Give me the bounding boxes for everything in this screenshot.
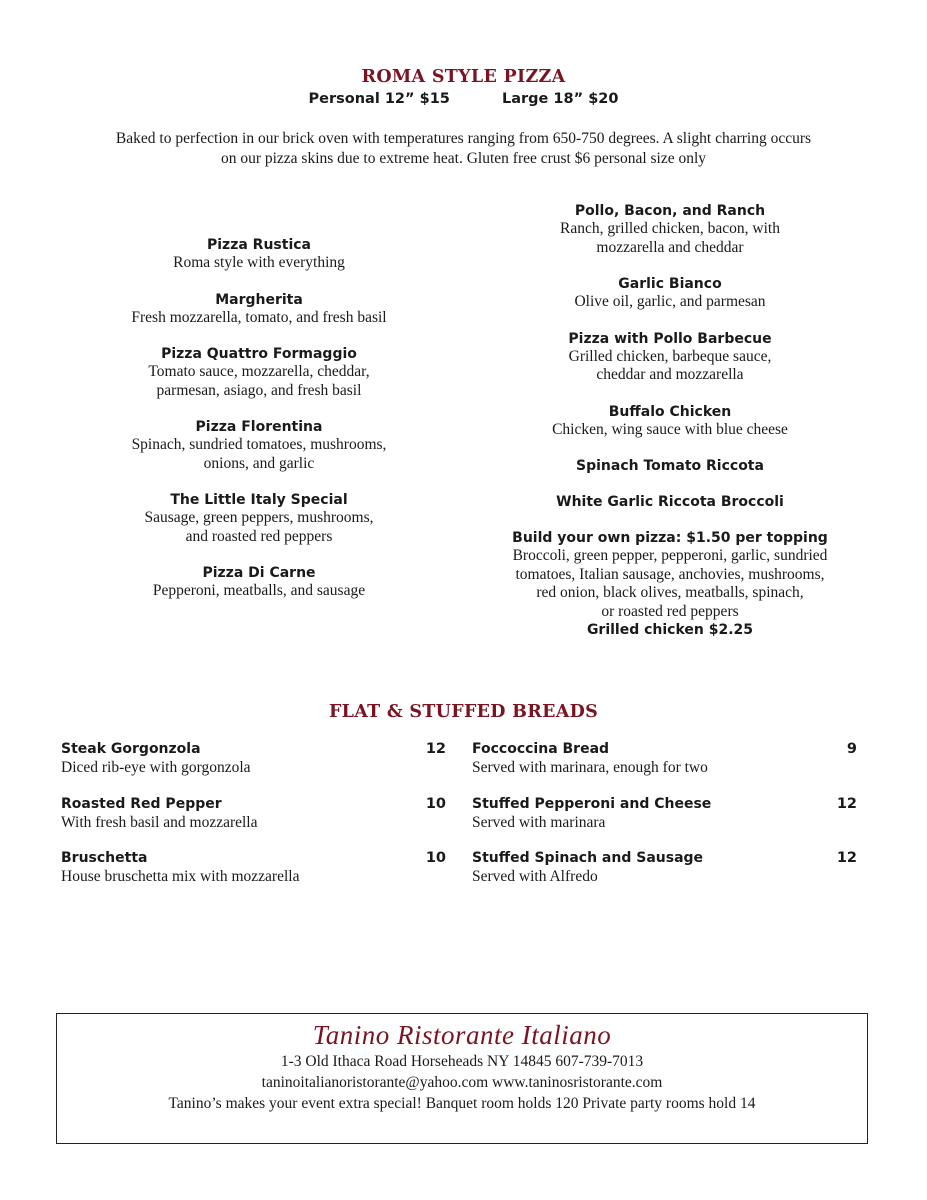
menu-item — [80, 491, 438, 546]
menu-item — [470, 457, 870, 475]
bread-name: Stuffed Pepperoni and Cheese — [472, 796, 712, 812]
bread-price: 10 — [425, 796, 446, 812]
menu-item — [470, 403, 870, 440]
event-note: Tanino’s makes your event extra special! Banquet room holds 120 Private party rooms hold 14 — [168, 1095, 756, 1112]
pizza-section-title: ROMA STYLE PIZZA — [361, 67, 566, 87]
bread-name: Stuffed Spinach and Sausage — [472, 850, 704, 866]
menu-item — [80, 418, 438, 473]
large-size-price: Large 18” $20 — [502, 91, 619, 107]
bread-desc: Served with Alfredo — [472, 868, 598, 885]
topping-line: Broccoli, green pepper, pepperoni, garlic, sundried — [512, 547, 828, 564]
item-name: White Garlic Riccota Broccoli — [556, 494, 784, 510]
breads-section-title: FLAT & STUFFED BREADS — [328, 702, 599, 722]
bread-item — [472, 740, 857, 777]
menu-item — [470, 330, 870, 385]
bread-price: 9 — [846, 741, 857, 757]
item-desc: Ranch, grilled chicken, bacon, with — [560, 220, 780, 237]
item-name: Garlic Bianco — [618, 276, 722, 292]
item-desc: cheddar and mozzarella — [596, 366, 744, 383]
restaurant-contact: taninoitalianoristorante@yahoo.com www.taninosristorante.com — [261, 1074, 663, 1091]
menu-item — [470, 275, 870, 312]
intro-line: on our pizza skins due to extreme heat. Gluten free crust $6 personal size only — [220, 150, 707, 167]
item-name: Pizza Quattro Formaggio — [161, 346, 357, 362]
build-your-own — [470, 529, 870, 639]
build-extra: Grilled chicken $2.25 — [586, 622, 754, 638]
item-desc: Fresh mozzarella, tomato, and fresh basil — [131, 308, 387, 326]
personal-size-price: Personal 12” $15 — [308, 91, 450, 107]
topping-line: red onion, black olives, meatballs, spinach, — [536, 584, 804, 601]
pizza-intro — [20, 129, 907, 169]
item-name: Pollo, Bacon, and Ranch — [574, 203, 766, 219]
item-desc: Grilled chicken, barbeque sauce, — [568, 347, 772, 365]
bread-item — [472, 795, 857, 832]
menu-item — [470, 202, 870, 257]
restaurant-info-box — [56, 1013, 868, 1144]
item-desc: Olive oil, garlic, and parmesan — [574, 293, 766, 310]
bread-name: Foccoccina Bread — [472, 741, 610, 757]
item-name: Margherita — [215, 291, 303, 308]
bread-name: Steak Gorgonzola — [61, 741, 201, 757]
menu-item — [80, 345, 438, 400]
item-desc: parmesan, asiago, and fresh basil — [156, 381, 362, 399]
bread-price: 10 — [425, 850, 446, 866]
build-title: Build your own pizza: $1.50 per topping — [512, 530, 828, 546]
bread-item — [61, 795, 446, 832]
pizza-sizes — [0, 91, 927, 107]
bread-desc: Diced rib-eye with gorgonzola — [61, 759, 251, 776]
item-name: Pizza with Pollo Barbecue — [568, 330, 772, 347]
item-desc: Spinach, sundried tomatoes, mushrooms, — [131, 436, 387, 453]
item-desc: mozzarella and cheddar — [596, 238, 744, 256]
intro-line: Baked to perfection in our brick oven with temperatures ranging from 650-750 degrees. A slight charring occurs — [115, 130, 812, 147]
item-desc: onions, and garlic — [203, 454, 315, 472]
bread-item — [61, 849, 446, 886]
restaurant-address: 1-3 Old Ithaca Road Horseheads NY 14845 607-739-7013 — [280, 1053, 644, 1070]
bread-item — [472, 849, 857, 886]
item-desc: and roasted red peppers — [185, 527, 333, 545]
item-name: Pizza Di Carne — [202, 565, 316, 581]
item-desc: Tomato sauce, mozzarella, cheddar, — [148, 363, 370, 380]
item-name: The Little Italy Special — [170, 492, 348, 508]
item-desc: Roma style with everything — [173, 254, 345, 271]
pizza-right-column — [470, 202, 870, 657]
bread-item — [61, 740, 446, 777]
item-name: Buffalo Chicken — [608, 403, 732, 420]
item-desc: Chicken, wing sauce with blue cheese — [552, 420, 788, 438]
restaurant-name: Tanino Ristorante Italiano — [312, 1020, 612, 1050]
item-desc: Pepperoni, meatballs, and sausage — [152, 582, 366, 599]
topping-line: or roasted red peppers — [601, 602, 739, 620]
menu-item — [470, 493, 870, 511]
pizza-left-column — [80, 236, 438, 619]
item-name: Pizza Rustica — [207, 237, 311, 253]
item-name: Pizza Florentina — [195, 419, 323, 435]
menu-item — [80, 236, 438, 273]
bread-desc: House bruschetta mix with mozzarella — [61, 868, 300, 885]
bread-desc: With fresh basil and mozzarella — [61, 814, 258, 831]
bread-desc: Served with marinara, enough for two — [472, 759, 708, 776]
item-desc: Sausage, green peppers, mushrooms, — [144, 509, 374, 526]
bread-desc: Served with marinara — [472, 814, 606, 831]
bread-price: 12 — [836, 850, 857, 866]
bread-price: 12 — [425, 741, 446, 757]
bread-name: Bruschetta — [61, 850, 148, 866]
menu-item — [80, 291, 438, 328]
item-name: Spinach Tomato Riccota — [576, 458, 764, 474]
bread-name: Roasted Red Pepper — [61, 796, 222, 812]
bread-price: 12 — [836, 796, 857, 812]
topping-line: tomatoes, Italian sausage, anchovies, mushrooms, — [515, 565, 825, 583]
menu-item — [80, 564, 438, 601]
